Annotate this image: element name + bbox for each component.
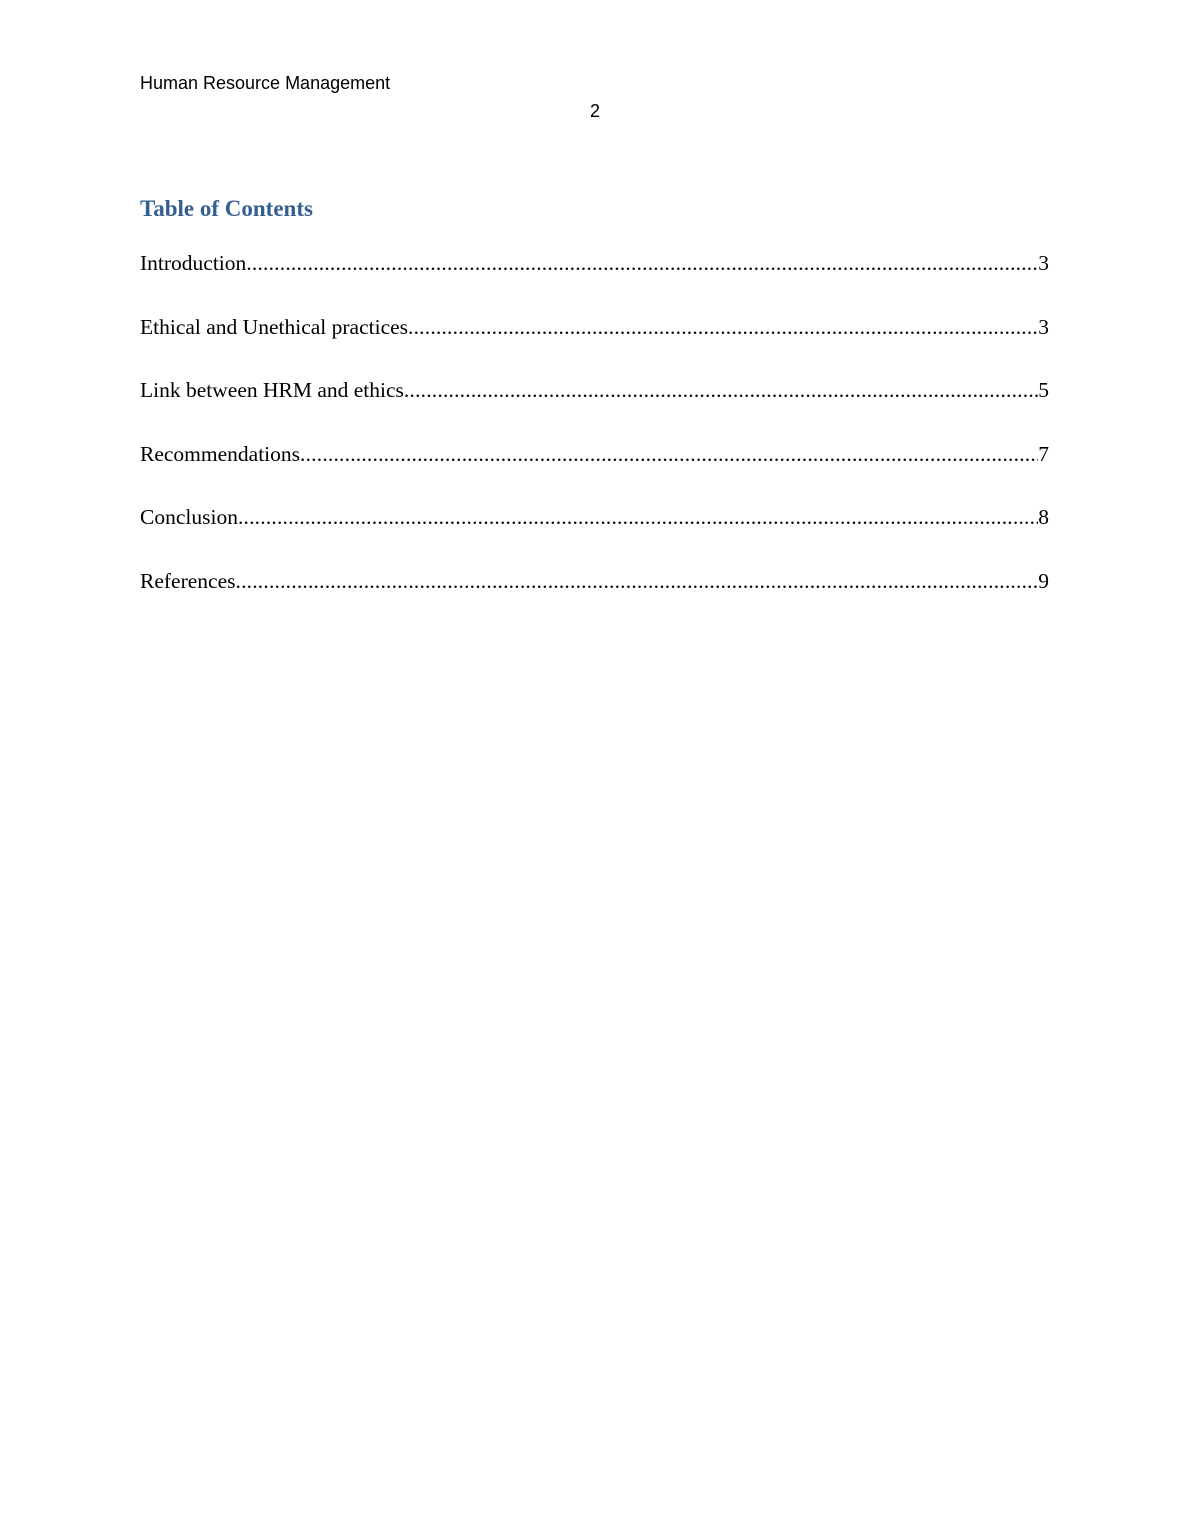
toc-dot-leader (238, 502, 1038, 532)
running-header: Human Resource Management (140, 73, 391, 93)
toc-entry-page: 8 (1038, 505, 1049, 529)
toc-entry-label: Recommendations (140, 441, 301, 466)
toc-dot-leader (236, 566, 1039, 596)
toc-entry-label: Conclusion (140, 505, 238, 529)
toc-entry-page: 3 (1038, 251, 1049, 275)
toc-entry-label: Introduction (140, 251, 247, 275)
toc-entry-label: Link between HRM and ethics (140, 378, 404, 402)
toc-entry-label: References (140, 568, 236, 593)
toc-entry-references[interactable] (140, 566, 1049, 630)
toc-dot-leader (246, 248, 1038, 278)
table-of-contents (140, 248, 1049, 629)
toc-entry-page: 9 (1038, 568, 1049, 593)
toc-dot-leader (300, 439, 1038, 469)
page-number: 2 (589, 101, 600, 121)
toc-entry-conclusion[interactable] (140, 502, 1049, 566)
toc-entry-page: 7 (1038, 441, 1049, 466)
toc-entry-ethical-practices[interactable] (140, 312, 1049, 376)
toc-entry-page: 3 (1038, 314, 1049, 339)
toc-dot-leader (408, 312, 1038, 342)
toc-heading: Table of Contents (140, 196, 313, 221)
toc-entry-recommendations[interactable] (140, 439, 1049, 503)
toc-entry-introduction[interactable] (140, 248, 1049, 312)
toc-entry-label: Ethical and Unethical practices (140, 314, 409, 339)
toc-entry-hrm-ethics-link[interactable] (140, 375, 1049, 439)
toc-dot-leader (404, 375, 1038, 405)
toc-entry-page: 5 (1038, 378, 1049, 402)
